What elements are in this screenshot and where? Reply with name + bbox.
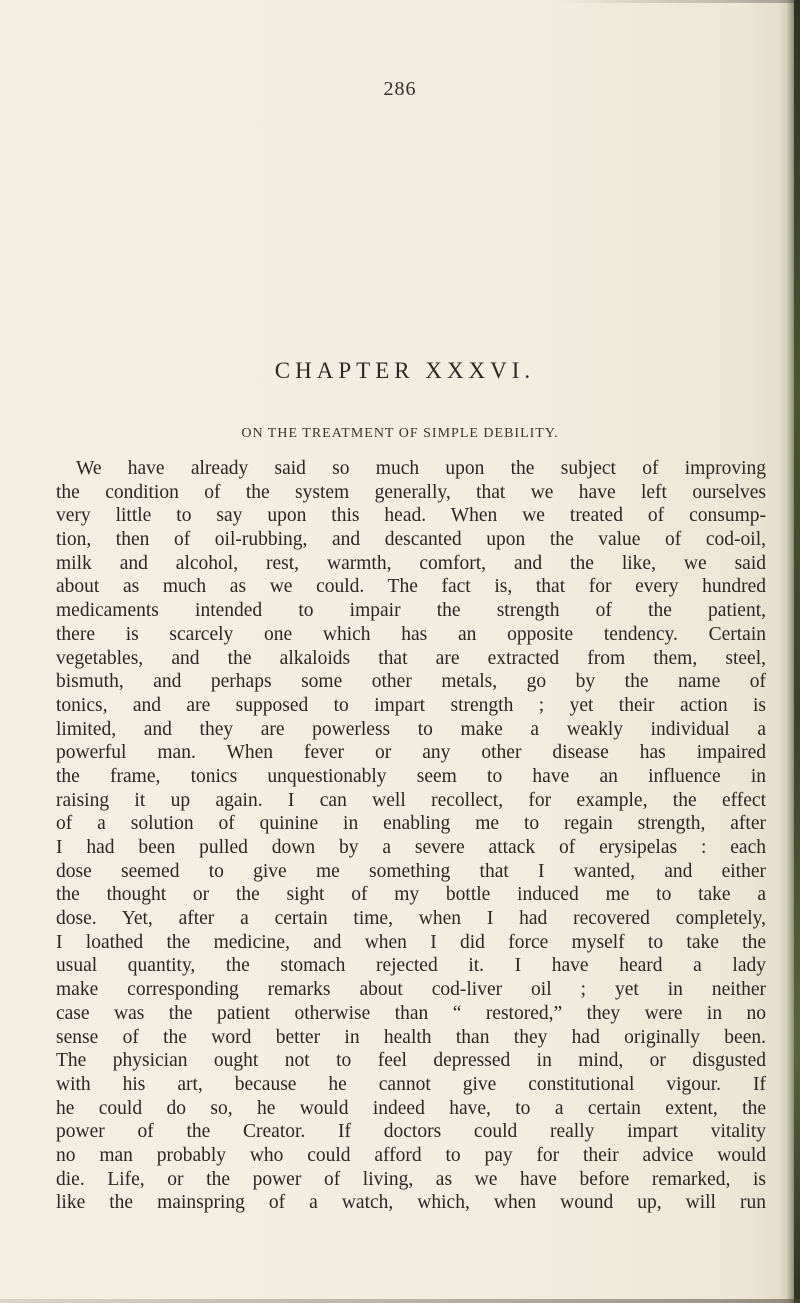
text-line: dose. Yet, after a certain time, when I had recovered completely, [56,908,766,930]
text-line: medicaments intended to impair the strength of the patient, [56,600,766,622]
text-line: powerful man. When fever or any other disease has impaired [56,742,766,764]
page-top-edge [560,0,800,3]
body-text [56,457,766,1215]
text-line: the condition of the system generally, that we have left ourselves [56,481,766,503]
text-line: I loathed the medicine, and when I did force myself to take the [56,931,766,953]
text-line: the thought or the sight of my bottle induced me to take a [56,884,766,906]
page-bottom-edge [0,1299,800,1303]
chapter-title: CHAPTER XXXVI. [274,358,536,383]
page-number: 286 [383,78,417,100]
text-line: very little to say upon this head. When we treated of consump- [56,505,766,527]
text-line: tonics, and are supposed to impart strength ; yet their action is [56,694,766,716]
text-line: die. Life, or the power of living, as we have before remarked, is [56,1168,766,1190]
text-line: like the mainspring of a watch, which, when wound up, will run [56,1192,766,1214]
text-line: tion, then of oil-rubbing, and descanted upon the value of cod-oil, [56,529,766,551]
text-line: milk and alcohol, rest, warmth, comfort, and the like, we said [56,552,766,574]
text-line: there is scarcely one which has an opposite tendency. Certain [56,623,766,645]
text-line: We have already said so much upon the subject of improving [76,458,766,479]
text-line: no man probably who could afford to pay for their advice would [56,1144,766,1166]
text-line: of a solution of quinine in enabling me to regain strength, after [56,813,766,835]
text-line: I had been pulled down by a severe attack of erysipelas : each [56,837,766,858]
book-cover-edge [794,0,800,1303]
text-line: dose seemed to give me something that I wanted, and either [56,860,766,882]
chapter-subtitle: ON THE TREATMENT OF SIMPLE DEBILITY. [241,426,559,441]
text-line: about as much as we could. The fact is, that for every hundred [56,576,766,598]
text-line: bismuth, and perhaps some other metals, go by the name of [56,671,766,693]
text-line: vegetables, and the alkaloids that are extracted from them, steel, [56,647,766,669]
text-line: sense of the word better in health than they had originally been. [56,1026,766,1048]
text-line: usual quantity, the stomach rejected it. I have heard a lady [56,955,766,977]
text-line: with his art, because he cannot give constitutional vigour. If [56,1073,766,1095]
text-line: power of the Creator. If doctors could really impart vitality [56,1121,766,1143]
text-line: the frame, tonics unquestionably seem to have an influence in [56,765,766,787]
text-line: make corresponding remarks about cod-liver oil ; yet in neither [56,979,766,1001]
text-line: raising it up again. I can well recollect, for example, the effect [56,789,766,811]
text-line: case was the patient otherwise than “ restored,” they were in no [56,1002,766,1024]
text-line: limited, and they are powerless to make a weakly individual a [56,718,766,740]
text-line: he could do so, he would indeed have, to a certain extent, the [56,1097,766,1119]
text-line: The physician ought not to feel depressed in mind, or disgusted [56,1050,766,1072]
